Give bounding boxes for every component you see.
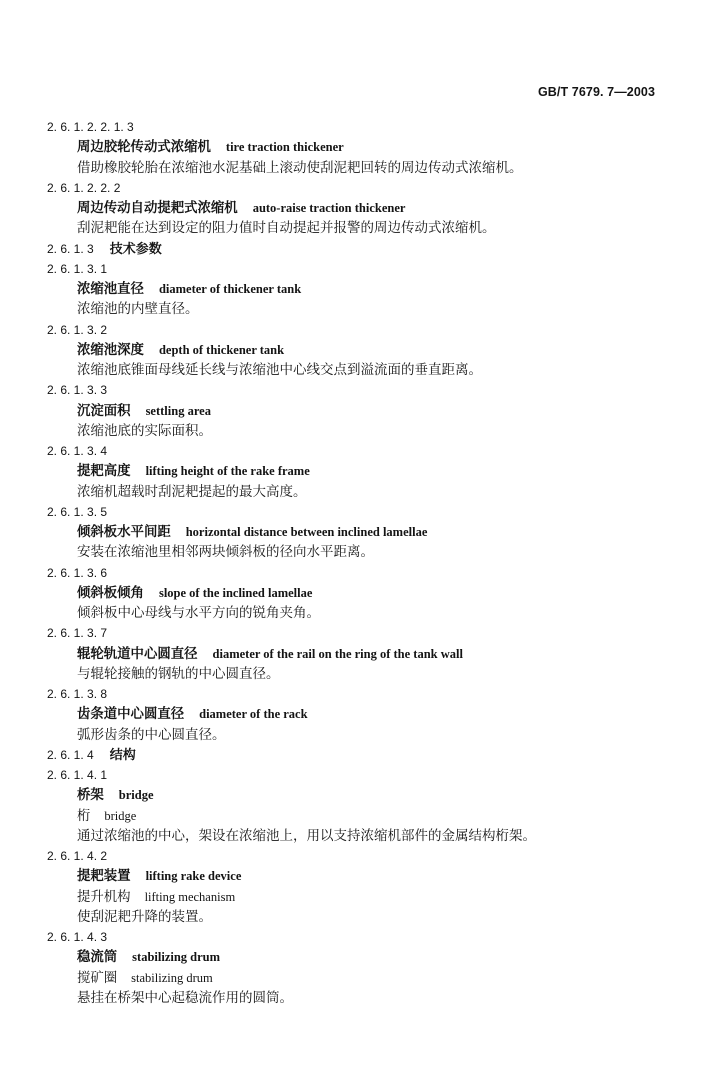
- alt-term-zh: 桁: [77, 807, 91, 823]
- definition: 与辊轮接触的钢轨的中心圆直径。: [77, 665, 280, 681]
- section-heading-entry: [0, 745, 704, 765]
- definition: 浓缩池底锥面母线延长线与浓缩池中心线交点到溢流面的垂直距离。: [77, 362, 482, 377]
- term-zh: 周边传动自动提耙式浓缩机: [77, 200, 238, 215]
- alt-term-zh: 提升机构: [77, 888, 131, 904]
- term-en: diameter of the rack: [199, 707, 308, 722]
- entry-number: 2. 6. 1. 4. 1: [47, 768, 108, 782]
- term-zh: 提耙高度: [77, 463, 131, 479]
- term-en: slope of the inclined lamellae: [158, 585, 313, 600]
- entry-number: 2. 6. 1. 4: [47, 747, 94, 762]
- entry-number: 2. 6. 1. 3. 2: [47, 322, 108, 337]
- term-zh: 浓缩池深度: [77, 341, 144, 357]
- entry-number: 2. 6. 1. 4. 2: [47, 849, 108, 863]
- term-zh: 稳流筒: [77, 949, 118, 965]
- term-entry: [0, 563, 704, 624]
- alt-term-en: lifting mechanism: [144, 889, 236, 904]
- term-entry: [0, 502, 704, 563]
- term-entry: [0, 117, 704, 178]
- definition: 浓缩池的内壁直径。: [77, 301, 199, 317]
- entry-number: 2. 6. 1. 3. 7: [47, 626, 108, 641]
- definition: 浓缩池底的实际面积。: [77, 422, 212, 438]
- definition: 浓缩机超载时刮泥耙提起的最大高度。: [77, 483, 307, 499]
- term-entry: [0, 380, 704, 441]
- document-body: [0, 117, 704, 1008]
- term-en: diameter of thickener tank: [158, 282, 302, 296]
- term-zh: 倾斜板水平间距: [77, 524, 171, 539]
- term-zh: 周边胶轮传动式浓缩机: [77, 139, 211, 155]
- entry-number: 2. 6. 1. 3. 6: [47, 565, 108, 580]
- term-en: depth of thickener tank: [158, 342, 285, 357]
- entry-number: 2. 6. 1. 2. 2. 2: [47, 180, 121, 195]
- term-entry: [0, 684, 704, 745]
- entry-number: 2. 6. 1. 3. 5: [47, 504, 108, 519]
- section-heading-entry: [0, 239, 704, 259]
- term-entry: [0, 441, 704, 502]
- term-entry: [0, 765, 704, 846]
- term-en: stabilizing drum: [132, 950, 221, 965]
- entry-number: 2. 6. 1. 3. 3: [47, 383, 108, 398]
- definition: 通过浓缩池的中心，架设在浓缩池上，用以支持浓缩机部件的金属结构桁架。: [77, 827, 536, 843]
- definition: 倾斜板中心母线与水平方向的锐角夹角。: [77, 605, 320, 620]
- term-zh: 倾斜板倾角: [77, 584, 144, 600]
- term-entry: [0, 320, 704, 381]
- standard-code-header: GB/T 7679. 7—2003: [537, 85, 655, 99]
- term-entry: [0, 178, 704, 239]
- entry-number: 2. 6. 1. 4. 3: [47, 930, 108, 944]
- term-en: auto-raise traction thickener: [252, 201, 406, 215]
- term-en: horizontal distance between inclined lamellae: [185, 525, 428, 539]
- entry-number: 2. 6. 1. 2. 2. 1. 3: [47, 120, 134, 134]
- term-zh: 沉淀面积: [77, 402, 131, 418]
- term-entry: [0, 259, 704, 320]
- term-en: tire traction thickener: [225, 140, 344, 155]
- term-en: diameter of the rail on the ring of the tank wall: [212, 646, 463, 661]
- term-entry: [0, 846, 704, 927]
- section-heading: 技术参数: [109, 240, 162, 256]
- definition: 刮泥耙能在达到设定的阻力值时自动提起并报警的周边传动式浓缩机。: [77, 220, 496, 236]
- term-en: lifting height of the rake frame: [145, 464, 310, 479]
- entry-number: 2. 6. 1. 3. 4: [47, 444, 108, 458]
- term-zh: 桥架: [77, 787, 104, 803]
- term-zh: 齿条道中心圆直径: [77, 706, 185, 722]
- alt-term-en: bridge: [104, 808, 137, 823]
- term-entry: [0, 623, 704, 684]
- section-heading: 结构: [109, 746, 136, 762]
- definition: 悬挂在桥架中心起稳流作用的圆筒。: [77, 989, 293, 1005]
- alt-term-en: stabilizing drum: [131, 970, 213, 985]
- term-entry: [0, 927, 704, 1008]
- definition: 借助橡胶轮胎在浓缩池水泥基础上滚动使刮泥耙回转的周边传动式浓缩机。: [77, 159, 523, 175]
- definition: 弧形齿条的中心圆直径。: [77, 726, 226, 742]
- term-zh: 浓缩池直径: [77, 281, 144, 296]
- alt-term-zh: 搅矿圈: [77, 969, 118, 985]
- term-zh: 提耙装置: [77, 868, 131, 884]
- term-zh: 辊轮轨道中心圆直径: [77, 645, 198, 661]
- term-en: bridge: [118, 788, 154, 803]
- entry-number: 2. 6. 1. 3. 8: [47, 687, 108, 701]
- term-en: lifting rake device: [145, 869, 242, 884]
- entry-number: 2. 6. 1. 3. 1: [47, 261, 108, 276]
- entry-number: 2. 6. 1. 3: [47, 241, 94, 256]
- definition: 安装在浓缩池里相邻两块倾斜板的径向水平距离。: [77, 544, 374, 560]
- definition: 使刮泥耙升降的装置。: [77, 908, 212, 924]
- term-en: settling area: [145, 403, 211, 418]
